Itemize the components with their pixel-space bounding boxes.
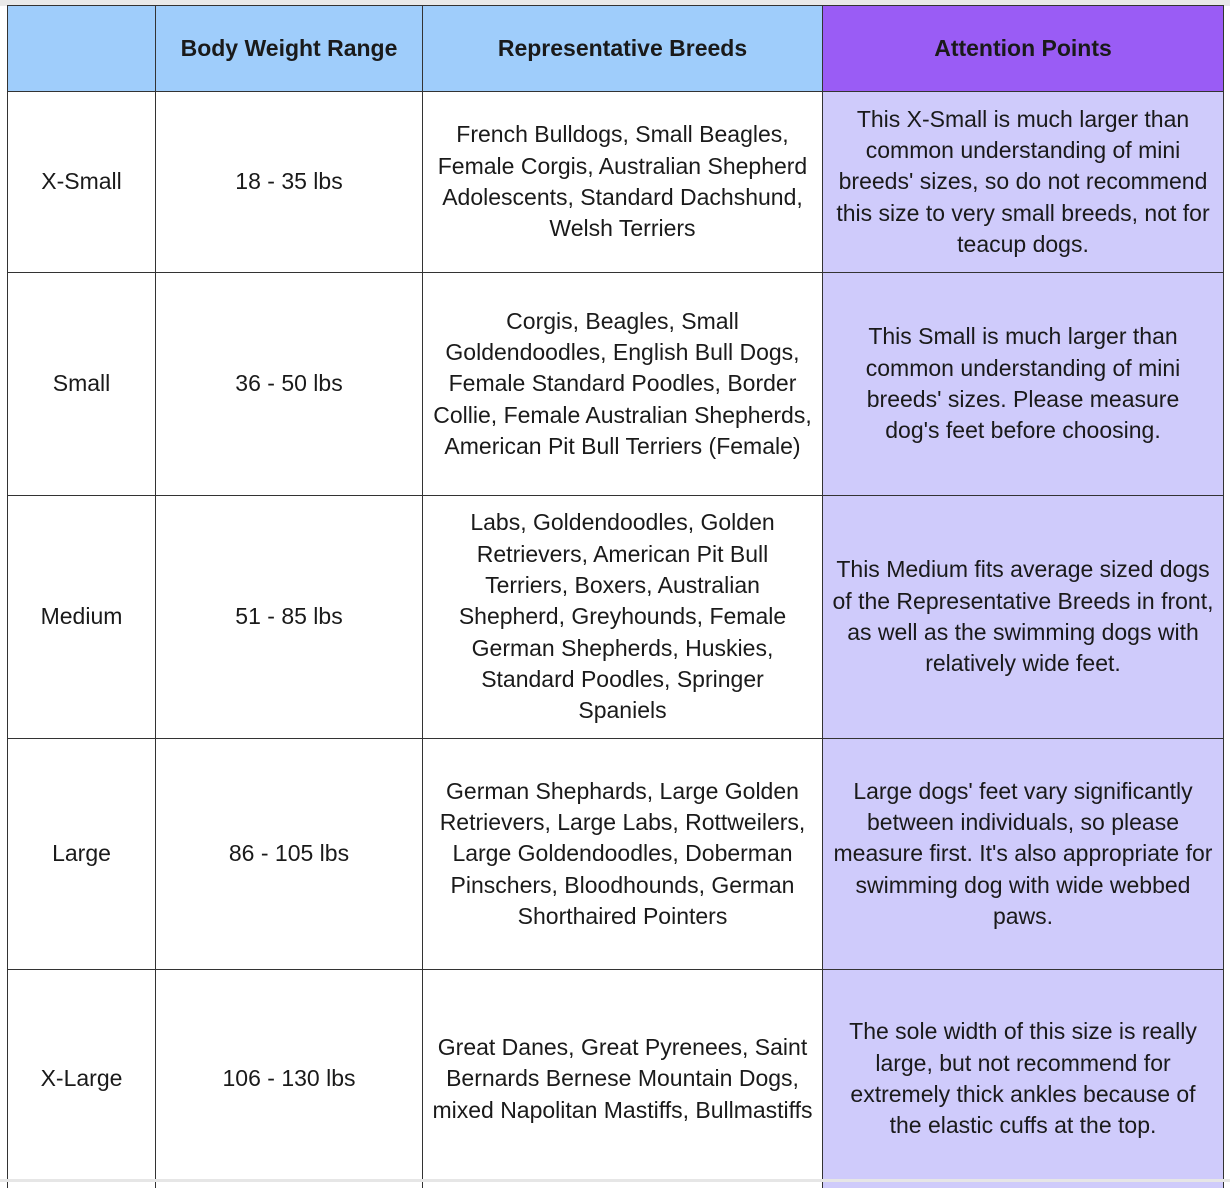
table-row	[8, 273, 1224, 496]
size-cell: Large	[8, 739, 156, 970]
table-header-row	[8, 6, 1224, 92]
breeds-cell: French Bulldogs, Small Beagles, Female Corgis, Australian Shepherd Adolescents, Standard Dachshund, Welsh Terriers	[423, 92, 823, 273]
size-cell: X-Large	[8, 970, 156, 1188]
attention-cell: The sole width of this size is really large, but not recommend for extremely thick ankles because of the elastic cuffs at the top.	[823, 970, 1224, 1188]
header-size	[8, 6, 156, 92]
breeds-cell: Labs, Goldendoodles, Golden Retrievers, American Pit Bull Terriers, Boxers, Australian Shepherd, Greyhounds, Female German Shepherds, Huskies, Standard Poodles, Springer Spaniels	[423, 496, 823, 739]
header-body-weight-range: Body Weight Range	[156, 6, 423, 92]
table-row	[8, 496, 1224, 739]
header-representative-breeds: Representative Breeds	[423, 6, 823, 92]
weight-cell: 51 - 85 lbs	[156, 496, 423, 739]
weight-cell: 18 - 35 lbs	[156, 92, 423, 273]
table-row	[8, 739, 1224, 970]
table-row	[8, 92, 1224, 273]
breeds-cell: Great Danes, Great Pyrenees, Saint Bernards Bernese Mountain Dogs, mixed Napolitan Mastiffs, Bullmastiffs	[423, 970, 823, 1188]
attention-cell: This Small is much larger than common understanding of mini breeds' sizes. Please measure dog's feet before choosing.	[823, 273, 1224, 496]
size-chart-table	[7, 5, 1224, 1188]
breeds-cell: German Shephards, Large Golden Retrievers, Large Labs, Rottweilers, Large Goldendoodles, Doberman Pinschers, Bloodhounds, German Shorthaired Pointers	[423, 739, 823, 970]
breeds-cell: Corgis, Beagles, Small Goldendoodles, English Bull Dogs, Female Standard Poodles, Border Collie, Female Australian Shepherds, American Pit Bull Terriers (Female)	[423, 273, 823, 496]
weight-cell: 106 - 130 lbs	[156, 970, 423, 1188]
table-row	[8, 970, 1224, 1188]
attention-cell: Large dogs' feet vary significantly between individuals, so please measure first. It's also appropriate for swimming dog with wide webbed paws.	[823, 739, 1224, 970]
size-cell: Small	[8, 273, 156, 496]
attention-cell: This Medium fits average sized dogs of the Representative Breeds in front, as well as the swimming dogs with relatively wide feet.	[823, 496, 1224, 739]
size-cell: X-Small	[8, 92, 156, 273]
weight-cell: 36 - 50 lbs	[156, 273, 423, 496]
size-cell: Medium	[8, 496, 156, 739]
weight-cell: 86 - 105 lbs	[156, 739, 423, 970]
attention-cell: This X-Small is much larger than common understanding of mini breeds' sizes, so do not recommend this size to very small breeds, not for teacup dogs.	[823, 92, 1224, 273]
header-attention-points: Attention Points	[823, 6, 1224, 92]
